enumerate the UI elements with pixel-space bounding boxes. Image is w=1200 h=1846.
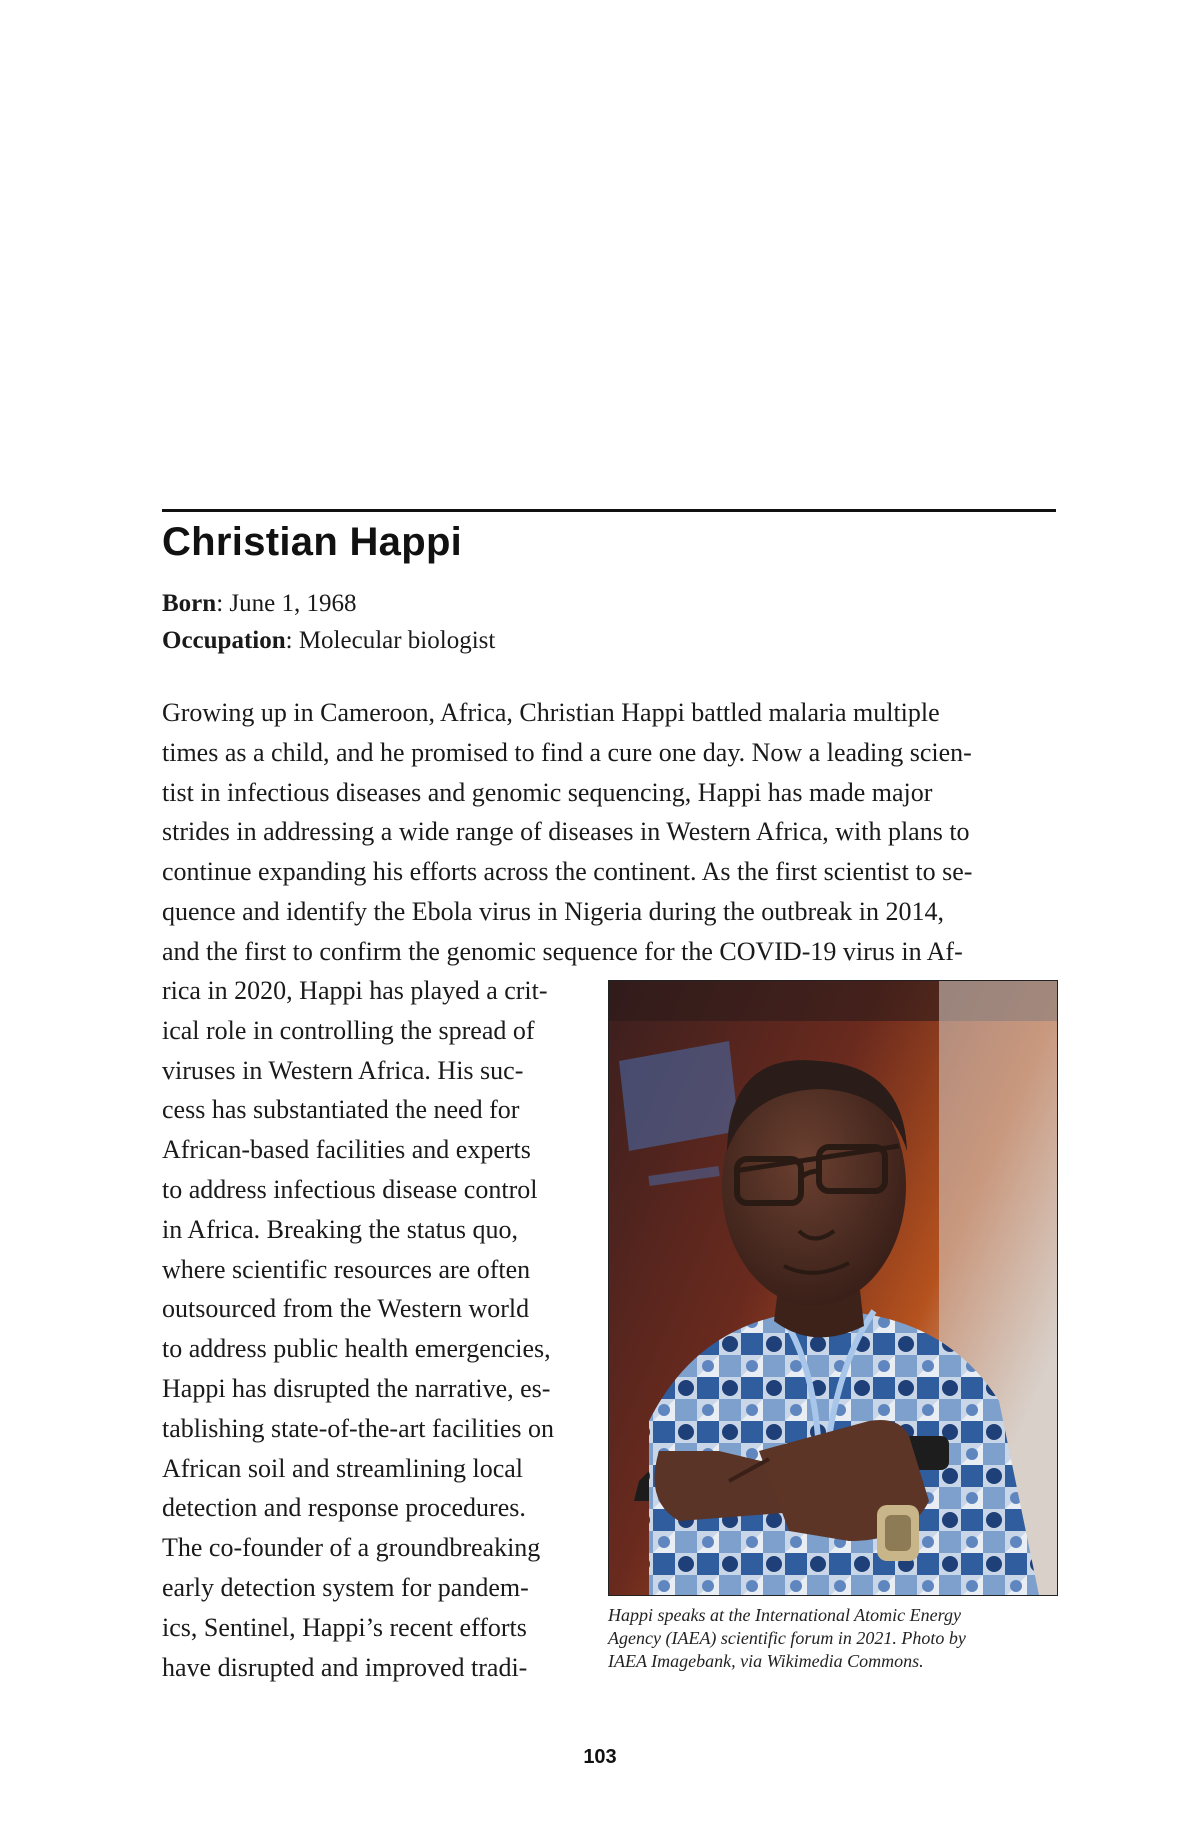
body-line: continue expanding his efforts across the continent. As the first scientist to se- (162, 857, 973, 887)
body-line: quence and identify the Ebola virus in Nigeria during the outbreak in 2014, (162, 896, 944, 926)
body-line: tist in infectious diseases and genomic sequencing, Happi has made major (162, 777, 933, 807)
body-paragraph (162, 693, 1056, 972)
column-line: ics, Sentinel, Happi’s recent efforts (162, 1612, 527, 1642)
body-line: times as a child, and he promised to find a cure one day. Now a leading scien- (162, 737, 972, 767)
page-number: 103 (583, 1746, 617, 1768)
page-title: Christian Happi (162, 520, 463, 564)
bio-meta (162, 585, 495, 659)
column-line: African-based facilities and experts (162, 1135, 531, 1165)
column-line: African soil and streamlining local (162, 1453, 524, 1483)
column-paragraph (162, 971, 592, 1687)
occupation-label: Occupation (162, 627, 286, 654)
column-line: early detection system for pandem- (162, 1572, 529, 1602)
caption-line: Happi speaks at the International Atomic Energy (608, 1605, 961, 1625)
column-line: where scientific resources are often (162, 1254, 531, 1284)
column-line: to address public health emergencies, (162, 1334, 551, 1364)
column-line: The co-founder of a groundbreaking (162, 1533, 541, 1563)
body-line: and the first to confirm the genomic sequence for the COVID-19 virus in Af- (162, 936, 963, 966)
portrait-illustration (609, 981, 1057, 1595)
column-line: Happi has disrupted the narrative, es- (162, 1373, 551, 1403)
column-line: viruses in Western Africa. His suc- (162, 1055, 524, 1085)
occupation-value: : Molecular biologist (285, 627, 496, 654)
column-line: in Africa. Breaking the status quo, (162, 1214, 518, 1244)
portrait-photo (608, 980, 1058, 1596)
born-line (162, 585, 495, 622)
column-line: tablishing state-of-the-art facilities on (162, 1413, 555, 1443)
title-rule (162, 509, 1056, 512)
born-label: Born (162, 590, 217, 617)
occupation-line (162, 622, 495, 659)
photo-caption (608, 1604, 1056, 1673)
caption-line: Agency (IAEA) scientific forum in 2021. Photo by (608, 1628, 966, 1648)
column-line: ical role in controlling the spread of (162, 1015, 535, 1045)
column-line: rica in 2020, Happi has played a crit- (162, 976, 548, 1005)
column-line: detection and response procedures. (162, 1493, 526, 1523)
column-line: outsourced from the Western world (162, 1294, 530, 1324)
body-line: Growing up in Cameroon, Africa, Christian Happi battled malaria multiple (162, 698, 940, 727)
caption-line: IAEA Imagebank, via Wikimedia Commons. (608, 1651, 924, 1671)
born-value: : June 1, 1968 (216, 590, 357, 617)
body-line: strides in addressing a wide range of diseases in Western Africa, with plans to (162, 817, 970, 847)
column-line: to address infectious disease control (162, 1174, 538, 1204)
column-line: cess has substantiated the need for (162, 1095, 520, 1125)
column-line: have disrupted and improved tradi- (162, 1652, 528, 1682)
